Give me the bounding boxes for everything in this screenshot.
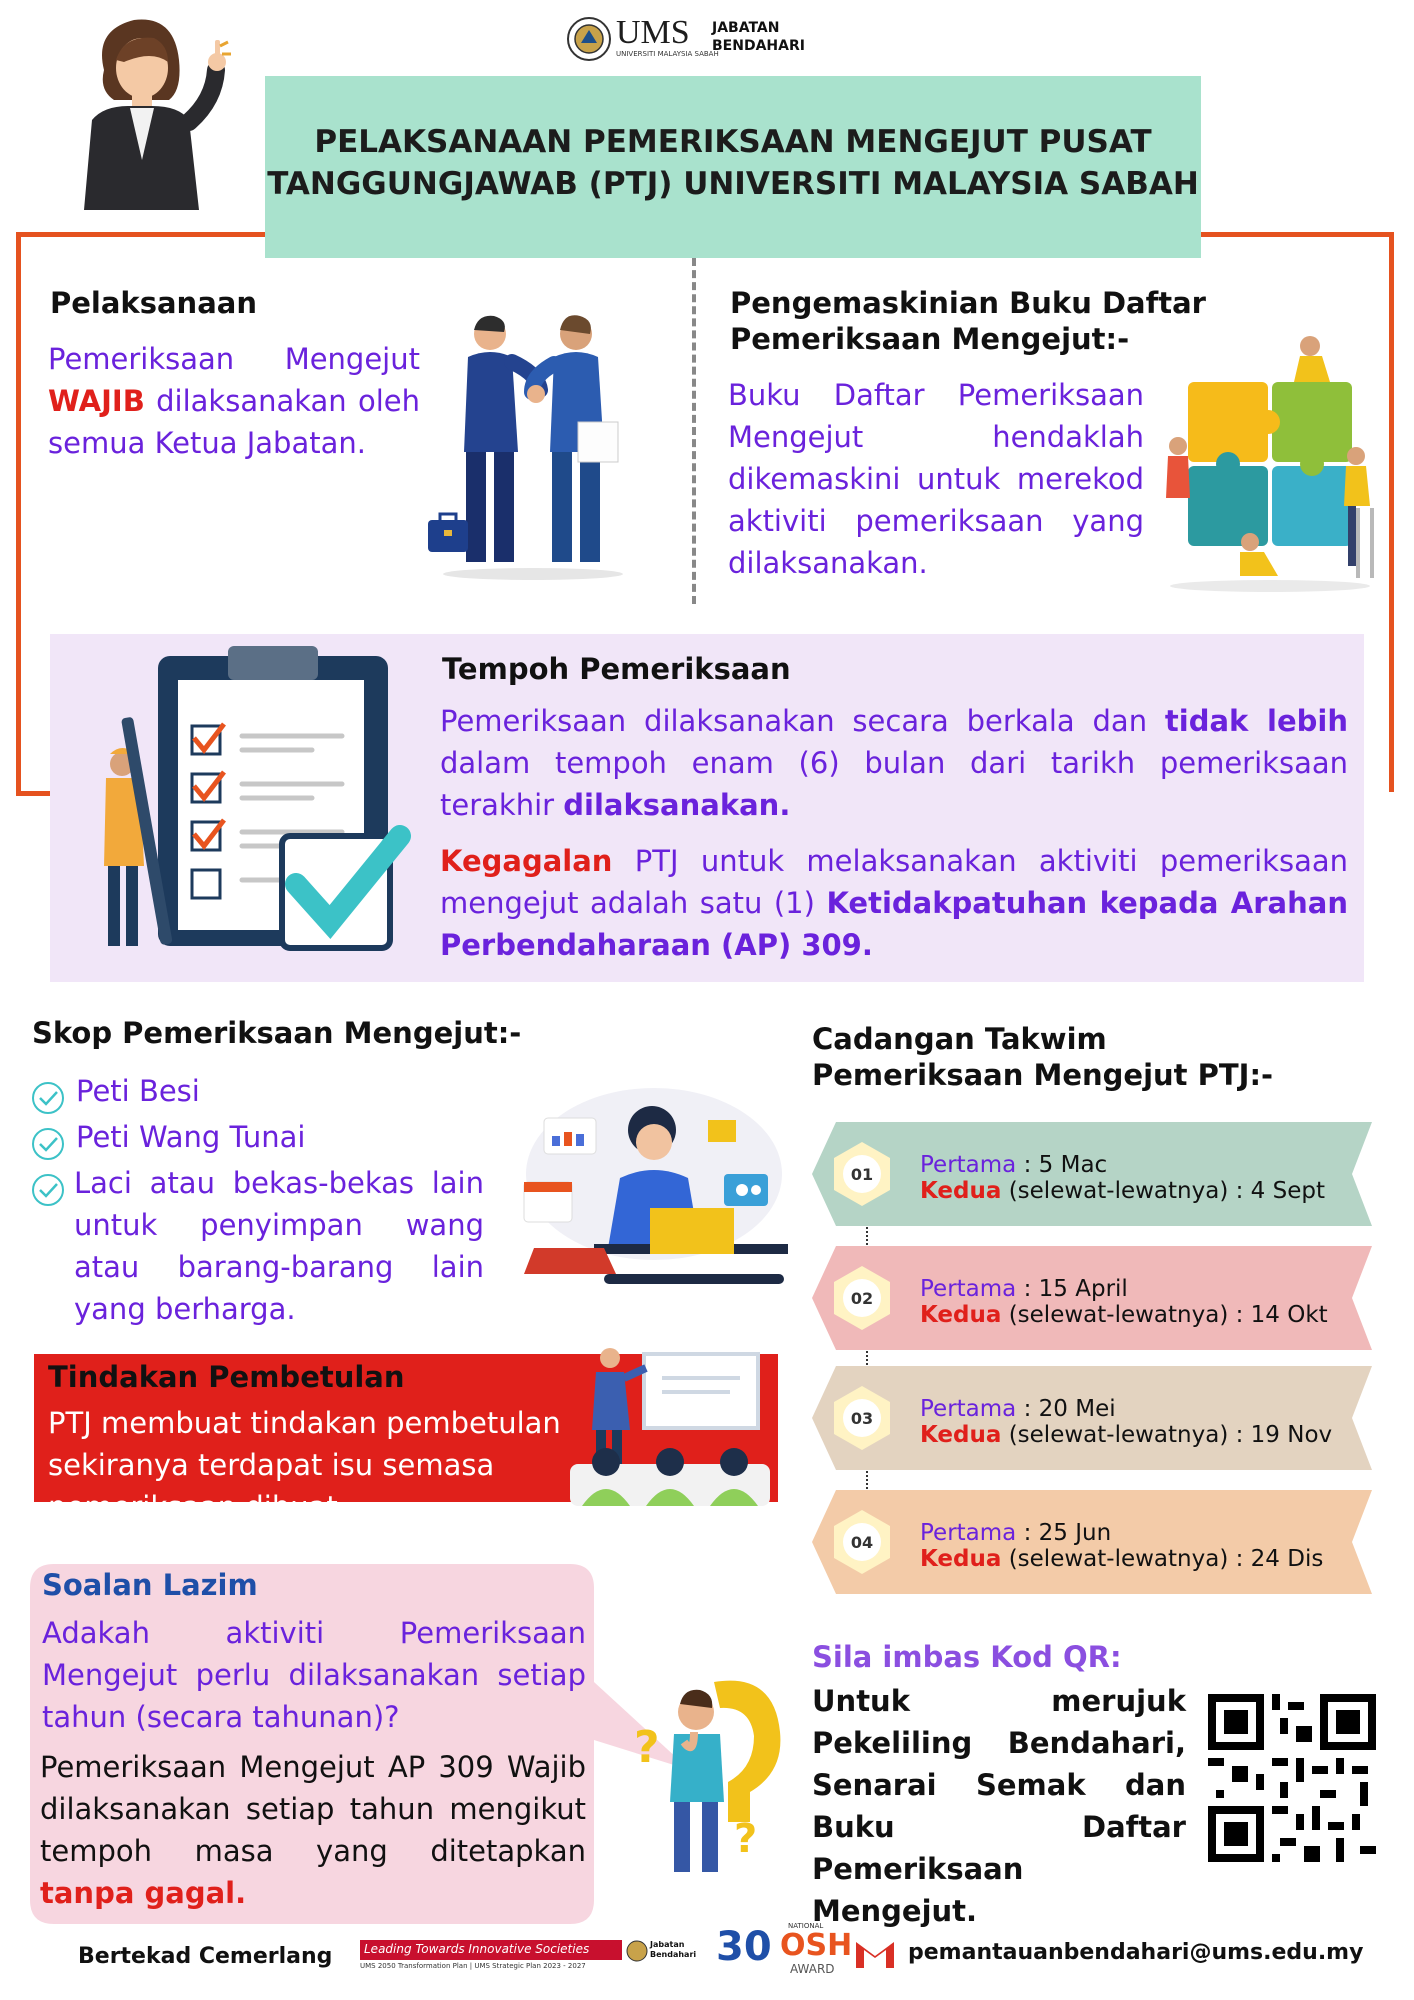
footer-email[interactable]: pemantauanbendahari@ums.edu.my <box>908 1940 1364 1965</box>
hexagon-number-badge <box>828 1384 896 1452</box>
ums-crest-icon <box>566 16 612 62</box>
pertama-date: : 5 Mac <box>1023 1152 1108 1178</box>
tempoh-p1-c: dalam tempoh enam (6) bulan dari tarikh pemeriksaan terakhir <box>440 746 1348 822</box>
hexagon-number-badge <box>828 1140 896 1208</box>
pelaksanaan-text <box>48 338 420 464</box>
ums-logo <box>566 16 806 62</box>
tempoh-p1-emph-1: tidak lebih <box>1164 704 1349 738</box>
puzzle-team-illustration <box>1160 328 1380 596</box>
tanpa-gagal-emphasis: tanpa gagal. <box>40 1876 247 1910</box>
takwim-item <box>812 1366 1372 1470</box>
pertama-label: Pertama <box>920 1152 1017 1178</box>
title-line-2: TANGGUNGJAWAB (PTJ) UNIVERSITI MALAYSIA SABAH <box>267 166 1199 202</box>
selewat-label: (selewat-lewatnya) <box>1008 1422 1229 1448</box>
selewat-label: (selewat-lewatnya) <box>1008 1546 1229 1572</box>
soalan-answer-a: Pemeriksaan Mengejut AP 309 Wajib dilaksanakan setiap tahun mengikut tempoh masa yang ditetapkan <box>40 1750 586 1868</box>
check-circle-icon <box>30 1172 66 1208</box>
selewat-label: (selewat-lewatnya) <box>1008 1302 1229 1328</box>
takwim-item <box>812 1246 1372 1350</box>
section-divider <box>692 258 696 604</box>
takwim-item <box>812 1490 1372 1594</box>
soalan-answer <box>40 1746 586 1914</box>
pertama-date: : 15 April <box>1023 1276 1128 1302</box>
skop-item-2: Peti Wang Tunai <box>76 1120 306 1154</box>
handshake-illustration <box>428 312 638 582</box>
orange-frame-left-lower <box>16 640 21 796</box>
kedua-label: Kedua <box>920 1302 1002 1328</box>
footer-crest-icon <box>626 1940 648 1962</box>
skop-item-3: Laci atau bekas-bekas lain untuk penyimpan wang atau barang-barang lain yang berharga. <box>74 1166 484 1326</box>
pengemaskinian-text: Buku Daftar Pemeriksaan Mengejut hendaklah dikemaskini untuk merekod aktiviti pemeriksaan yang dilaksanakan. <box>728 378 1144 580</box>
soalan-heading: Soalan Lazim <box>42 1568 258 1602</box>
ums-subtext: UNIVERSITI MALAYSIA SABAH <box>616 50 719 58</box>
ap309-emphasis: Ketidakpatuhan kepada Arahan Perbendaharaan (AP) 309. <box>440 886 1348 962</box>
takwim-pertama-line <box>920 1520 1111 1546</box>
selewat-label: (selewat-lewatnya) <box>1008 1178 1229 1204</box>
cadangan-heading-1: Cadangan Takwim <box>812 1022 1107 1056</box>
takwim-kedua-line <box>920 1302 1328 1328</box>
svg-text:?: ? <box>734 1816 758 1862</box>
tempoh-p1-emph-2: dilaksanakan. <box>563 788 791 822</box>
tempoh-paragraph-2 <box>440 840 1348 966</box>
footer-dept-1: Jabatan <box>650 1940 685 1949</box>
kedua-date: : 24 Dis <box>1235 1546 1324 1572</box>
pertama-label: Pertama <box>920 1396 1017 1422</box>
kedua-label: Kedua <box>920 1178 1002 1204</box>
pengemaskinian-heading-2: Pemeriksaan Mengejut:- <box>730 322 1130 356</box>
thinking-person-illustration <box>624 1672 794 1882</box>
pertama-label: Pertama <box>920 1520 1017 1546</box>
check-circle-icon <box>30 1080 66 1116</box>
takwim-item <box>812 1122 1372 1226</box>
kedua-date: : 19 Nov <box>1235 1422 1333 1448</box>
takwim-kedua-line <box>920 1546 1323 1572</box>
cadangan-heading-2: Pemeriksaan Mengejut PTJ:- <box>812 1058 1274 1092</box>
tindakan-text: PTJ membuat tindakan pembetulan sekiranya terdapat isu semasa pemeriksaan dibuat. <box>48 1406 561 1524</box>
title-banner <box>265 76 1201 258</box>
skop-item-1: Peti Besi <box>76 1074 200 1108</box>
takwim-pertama-line <box>920 1276 1128 1302</box>
svg-text:?: ? <box>634 1722 660 1773</box>
hexagon-number-badge <box>828 1508 896 1576</box>
wajib-emphasis: WAJIB <box>48 384 145 418</box>
footer-banner-sub: UMS 2050 Transformation Plan | UMS Strategic Plan 2023 - 2027 <box>360 1962 586 1970</box>
clipboard-checklist-illustration <box>82 646 412 966</box>
footer-motto: Bertekad Cemerlang <box>78 1944 333 1969</box>
anniversary-30-logo: 30 <box>716 1924 772 1970</box>
pertama-date: : 25 Jun <box>1023 1520 1112 1546</box>
takwim-kedua-line <box>920 1422 1332 1448</box>
office-worker-illustration <box>504 1078 788 1288</box>
dept-line2: BENDAHARI <box>712 38 805 54</box>
osh-award-top: NATIONAL <box>788 1922 824 1930</box>
tempoh-heading: Tempoh Pemeriksaan <box>442 652 791 686</box>
pertama-date: : 20 Mei <box>1023 1396 1116 1422</box>
kedua-date: : 4 Sept <box>1235 1178 1325 1204</box>
presenter-woman-illustration <box>64 10 254 210</box>
tempoh-paragraph-1 <box>440 700 1348 826</box>
qr-text: Untuk merujuk Pekeliling Bendahari, Senarai Semak dan Buku Daftar Pemeriksaan Mengejut. <box>812 1684 1186 1928</box>
pengemaskinian-heading-1: Pengemaskinian Buku Daftar <box>730 286 1206 320</box>
hexagon-number-badge <box>828 1264 896 1332</box>
pelaksanaan-text-b: dilaksanakan oleh semua Ketua Jabatan. <box>48 384 420 460</box>
gmail-icon <box>852 1936 898 1972</box>
tempoh-p2-b: PTJ untuk melaksanakan aktiviti pemeriksaan mengejut adalah satu (1) <box>440 844 1348 920</box>
osh-award-logo: OSH <box>780 1928 853 1963</box>
footer-banner-text: Leading Towards Innovative Societies <box>364 1942 590 1956</box>
footer-dept-2: Bendahari <box>650 1950 697 1959</box>
takwim-kedua-line <box>920 1178 1325 1204</box>
pelaksanaan-text-a: Pemeriksaan Mengejut <box>48 342 420 376</box>
presentation-illustration <box>570 1344 770 1506</box>
qr-code[interactable] <box>1208 1694 1376 1862</box>
check-circle-icon <box>30 1126 66 1162</box>
kedua-label: Kedua <box>920 1422 1002 1448</box>
osh-award-bottom: AWARD <box>790 1962 835 1976</box>
pertama-label: Pertama <box>920 1276 1017 1302</box>
tindakan-heading: Tindakan Pembetulan <box>48 1360 405 1394</box>
skop-heading: Skop Pemeriksaan Mengejut:- <box>32 1016 522 1050</box>
orange-frame-bottom-left <box>16 791 52 796</box>
takwim-number: 04 <box>850 1533 874 1552</box>
qr-heading: Sila imbas Kod QR: <box>812 1640 1122 1674</box>
takwim-number: 01 <box>850 1165 874 1184</box>
takwim-number: 03 <box>850 1409 874 1428</box>
tempoh-p1-a: Pemeriksaan dilaksanakan secara berkala dan <box>440 704 1165 738</box>
kegagalan-emphasis: Kegagalan <box>440 844 613 878</box>
pelaksanaan-heading: Pelaksanaan <box>50 286 257 320</box>
takwim-number: 02 <box>850 1289 874 1308</box>
kedua-label: Kedua <box>920 1546 1002 1572</box>
takwim-pertama-line <box>920 1152 1107 1178</box>
takwim-pertama-line <box>920 1396 1116 1422</box>
kedua-date: : 14 Okt <box>1235 1302 1328 1328</box>
soalan-question: Adakah aktiviti Pemeriksaan Mengejut perlu dilaksanakan setiap tahun (secara tahunan)? <box>42 1616 586 1734</box>
title-line-1: PELAKSANAAN PEMERIKSAAN MENGEJUT PUSAT <box>314 124 1152 160</box>
ums-wordmark: UMS <box>616 14 690 51</box>
dept-line1: JABATAN <box>712 20 780 36</box>
footer-banner <box>360 1940 622 1960</box>
